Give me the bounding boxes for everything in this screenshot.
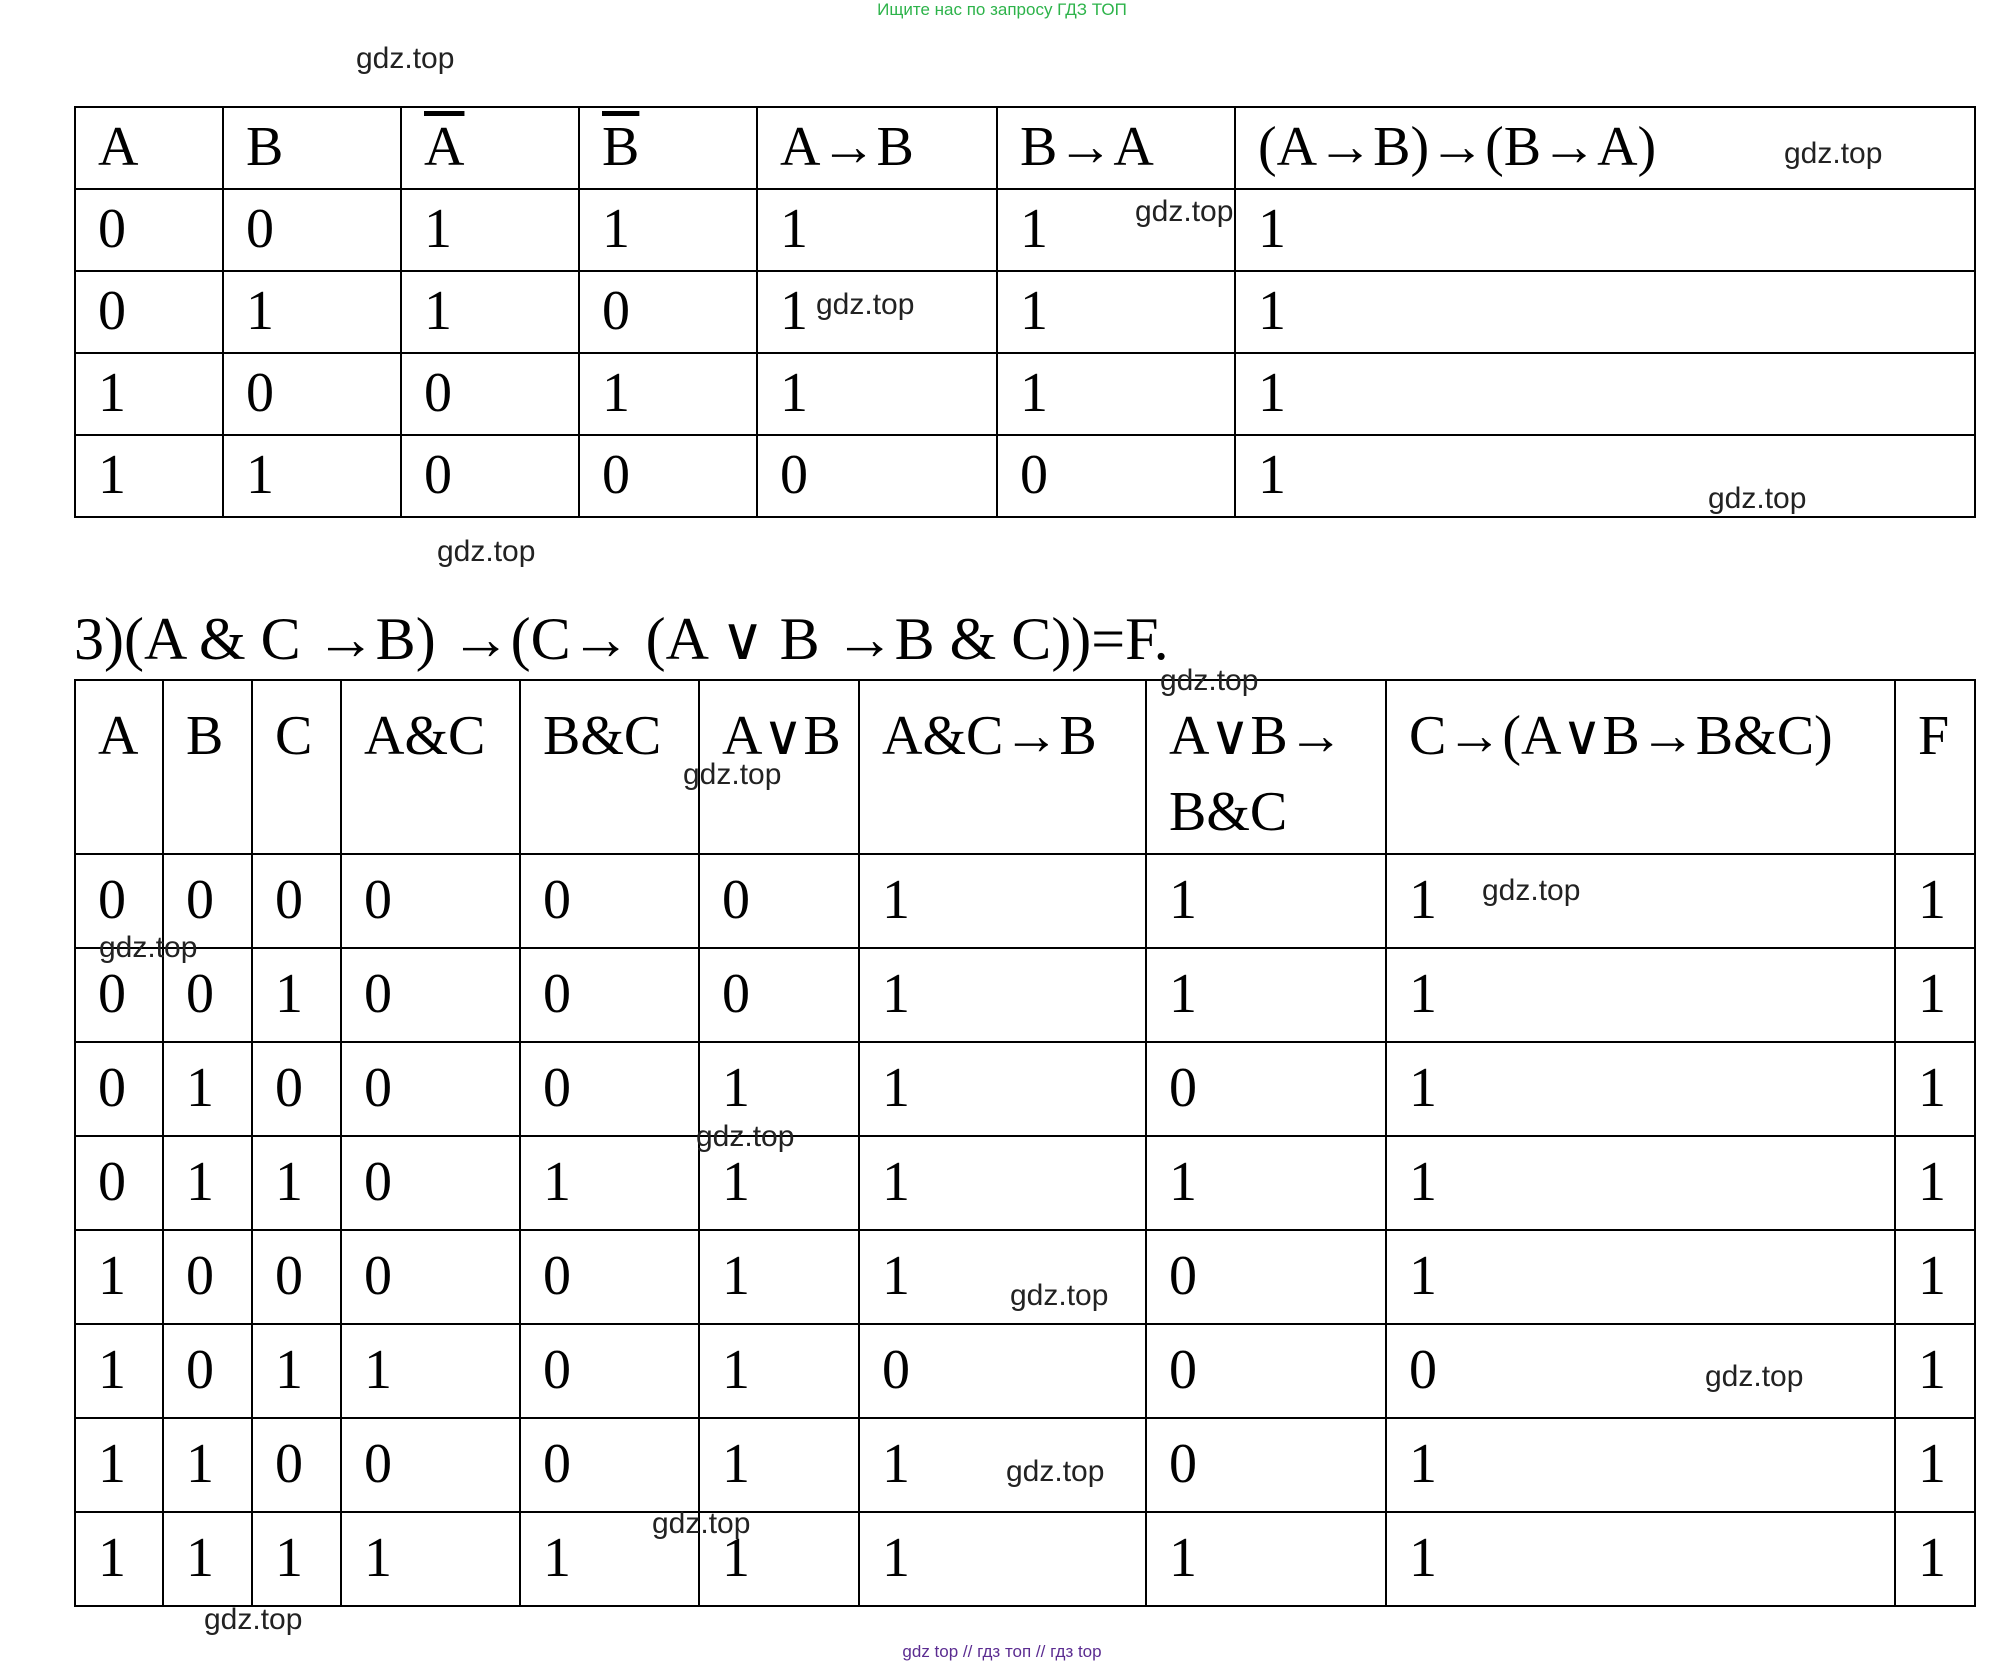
table-cell: 1 — [997, 271, 1235, 353]
table-cell: 0 — [401, 353, 579, 435]
table-cell: 1 — [1235, 189, 1975, 271]
table-cell: 0 — [341, 1042, 520, 1136]
table-cell: 0 — [520, 1230, 699, 1324]
table-cell: 1 — [1895, 1042, 1975, 1136]
table-cell: 0 — [75, 189, 223, 271]
table-cell: 0 — [75, 1136, 163, 1230]
table-cell: 1 — [75, 1418, 163, 1512]
table-cell: 1 — [1895, 1230, 1975, 1324]
table-cell: 1 — [1895, 854, 1975, 948]
table-cell: 1 — [163, 1042, 252, 1136]
table-cell: 0 — [579, 271, 757, 353]
table-row — [75, 353, 1975, 435]
table-cell: 1 — [163, 1136, 252, 1230]
header-cell: B — [223, 107, 401, 189]
footer: gdz top // гдз топ // гдз top — [902, 1642, 1102, 1661]
header-cell: A→B — [757, 107, 997, 189]
table-cell: 1 — [1895, 1418, 1975, 1512]
table-cell: 1 — [1235, 353, 1975, 435]
table-cell: 1 — [223, 435, 401, 517]
watermark: gdz.top — [1784, 137, 1883, 170]
table-cell: 0 — [699, 854, 859, 948]
table-cell: 0 — [163, 1324, 252, 1418]
table-cell: 0 — [520, 948, 699, 1042]
header-cell: A — [75, 107, 223, 189]
table-cell: 0 — [1386, 1324, 1895, 1418]
header-cell: F — [1895, 680, 1975, 854]
table2-header-row — [75, 680, 1975, 854]
table-cell: 1 — [757, 189, 997, 271]
table-cell: 1 — [1386, 1418, 1895, 1512]
table-cell: 0 — [757, 435, 997, 517]
table-row — [75, 948, 1975, 1042]
watermark: gdz.top — [356, 42, 455, 75]
table-cell: 1 — [699, 1136, 859, 1230]
watermark: gdz.top — [204, 1603, 303, 1636]
table-cell: 0 — [997, 435, 1235, 517]
table-row — [75, 1512, 1975, 1606]
watermark: gdz.top — [1135, 195, 1234, 228]
table-cell: 1 — [75, 435, 223, 517]
table-cell: 1 — [997, 189, 1235, 271]
watermark: gdz.top — [1705, 1360, 1804, 1393]
table-cell: 0 — [520, 1418, 699, 1512]
table-cell: 0 — [252, 854, 341, 948]
watermark: gdz.top — [816, 288, 915, 321]
table-cell: 0 — [163, 854, 252, 948]
table-cell: 1 — [699, 1230, 859, 1324]
table-cell: 1 — [252, 948, 341, 1042]
watermark: gdz.top — [683, 758, 782, 791]
table-cell: 0 — [579, 435, 757, 517]
table-cell: 1 — [223, 271, 401, 353]
header-cell: B&C — [520, 680, 699, 854]
watermark: gdz.top — [652, 1507, 751, 1540]
table-cell: 1 — [75, 1324, 163, 1418]
header-cell: A∨B→ B&C — [1146, 680, 1386, 854]
table-cell: 1 — [401, 271, 579, 353]
table-cell: 1 — [859, 1512, 1146, 1606]
table-cell: 0 — [163, 948, 252, 1042]
table-cell: 1 — [1386, 854, 1895, 948]
table-cell: 0 — [859, 1324, 1146, 1418]
table-cell: 1 — [252, 1324, 341, 1418]
table-cell: 1 — [859, 1418, 1146, 1512]
header-cell: C — [252, 680, 341, 854]
watermark: gdz.top — [1708, 482, 1807, 515]
table-cell: 1 — [699, 1042, 859, 1136]
table-row — [75, 1136, 1975, 1230]
watermark: gdz.top — [1010, 1279, 1109, 1312]
table-cell: 1 — [520, 1512, 699, 1606]
watermark: gdz.top — [437, 535, 536, 568]
header-cell: $\overline{B}$ — [579, 107, 757, 189]
header-cell: (A→B)→(B→A) — [1235, 107, 1975, 189]
table-cell: 0 — [163, 1230, 252, 1324]
table-cell: 1 — [1146, 1136, 1386, 1230]
header-cell: A&C→B — [859, 680, 1146, 854]
header-cell: B→A — [997, 107, 1235, 189]
watermark: gdz.top — [1160, 664, 1259, 697]
table-cell: 1 — [1386, 1042, 1895, 1136]
header-cell: A∨B — [699, 680, 859, 854]
header-cell: A — [75, 680, 163, 854]
table-cell: 0 — [75, 948, 163, 1042]
table-row — [75, 271, 1975, 353]
table-cell: 0 — [341, 948, 520, 1042]
table-cell: 1 — [859, 1230, 1146, 1324]
watermark: gdz.top — [696, 1120, 795, 1153]
table-cell: 0 — [223, 353, 401, 435]
table-cell: 0 — [341, 1136, 520, 1230]
table-cell: 1 — [1895, 1136, 1975, 1230]
table-cell: 0 — [252, 1230, 341, 1324]
table-cell: 1 — [1235, 435, 1975, 517]
table-cell: 0 — [401, 435, 579, 517]
table-cell: 1 — [75, 1230, 163, 1324]
table-cell: 0 — [75, 271, 223, 353]
formula-heading: 3)(A & C →B) →(C→ (A ∨ B →B & C))=F. — [74, 606, 1169, 672]
table-cell: 0 — [341, 854, 520, 948]
table-cell: 1 — [699, 1324, 859, 1418]
table-cell: 0 — [520, 854, 699, 948]
table-cell: 1 — [1235, 271, 1975, 353]
table-cell: 1 — [699, 1418, 859, 1512]
table-cell: 0 — [75, 1042, 163, 1136]
table-cell: 1 — [341, 1324, 520, 1418]
table-cell: 0 — [341, 1230, 520, 1324]
table-cell: 1 — [859, 1136, 1146, 1230]
table-cell: 1 — [699, 1512, 859, 1606]
table-cell: 1 — [1386, 1512, 1895, 1606]
table-cell: 0 — [699, 948, 859, 1042]
table-cell: 1 — [757, 353, 997, 435]
table-cell: 1 — [75, 1512, 163, 1606]
table-cell: 1 — [859, 948, 1146, 1042]
table-row — [75, 189, 1975, 271]
header-cell: A&C — [341, 680, 520, 854]
truth-table-1 — [74, 106, 1976, 518]
table-cell: 1 — [252, 1136, 341, 1230]
table-cell: 1 — [757, 271, 997, 353]
table-cell: 1 — [1146, 1512, 1386, 1606]
table-cell: 0 — [1146, 1230, 1386, 1324]
table-cell: 1 — [997, 353, 1235, 435]
table-cell: 0 — [252, 1418, 341, 1512]
header-cell: $\overline{A}$ — [401, 107, 579, 189]
table1-header-row — [75, 107, 1975, 189]
table-cell: 1 — [252, 1512, 341, 1606]
table-cell: 1 — [1386, 948, 1895, 1042]
table-cell: 1 — [75, 353, 223, 435]
table-cell: 1 — [1146, 948, 1386, 1042]
table-row — [75, 1042, 1975, 1136]
table-cell: 0 — [1146, 1418, 1386, 1512]
watermark: gdz.top — [1006, 1455, 1105, 1488]
table-cell: 1 — [520, 1136, 699, 1230]
table-cell: 0 — [341, 1418, 520, 1512]
header-cell: C→(A∨B→B&C) — [1386, 680, 1895, 854]
watermark: gdz.top — [99, 931, 198, 964]
table-row — [75, 854, 1975, 948]
table-cell: 1 — [859, 854, 1146, 948]
table-row — [75, 435, 1975, 517]
table-row — [75, 1324, 1975, 1418]
table-cell: 1 — [579, 189, 757, 271]
table-cell: 1 — [1895, 1324, 1975, 1418]
table-cell: 0 — [223, 189, 401, 271]
table-cell: 0 — [1146, 1042, 1386, 1136]
header-cell: B — [163, 680, 252, 854]
table-cell: 0 — [1146, 1324, 1386, 1418]
table-cell: 1 — [579, 353, 757, 435]
table-cell: 1 — [1386, 1230, 1895, 1324]
table-cell: 0 — [520, 1324, 699, 1418]
table-cell: 1 — [1146, 854, 1386, 948]
table-cell: 1 — [341, 1512, 520, 1606]
table-cell: 1 — [401, 189, 579, 271]
table-cell: 1 — [859, 1042, 1146, 1136]
table-cell: 1 — [1386, 1136, 1895, 1230]
top-banner: Ищите нас по запросу ГДЗ ТОП — [877, 0, 1127, 19]
table-cell: 0 — [520, 1042, 699, 1136]
table-cell: 1 — [163, 1512, 252, 1606]
table-cell: 1 — [1895, 948, 1975, 1042]
watermark: gdz.top — [1482, 874, 1581, 907]
table-cell: 1 — [163, 1418, 252, 1512]
table-cell: 0 — [252, 1042, 341, 1136]
table-cell: 1 — [1895, 1512, 1975, 1606]
table-cell: 0 — [75, 854, 163, 948]
